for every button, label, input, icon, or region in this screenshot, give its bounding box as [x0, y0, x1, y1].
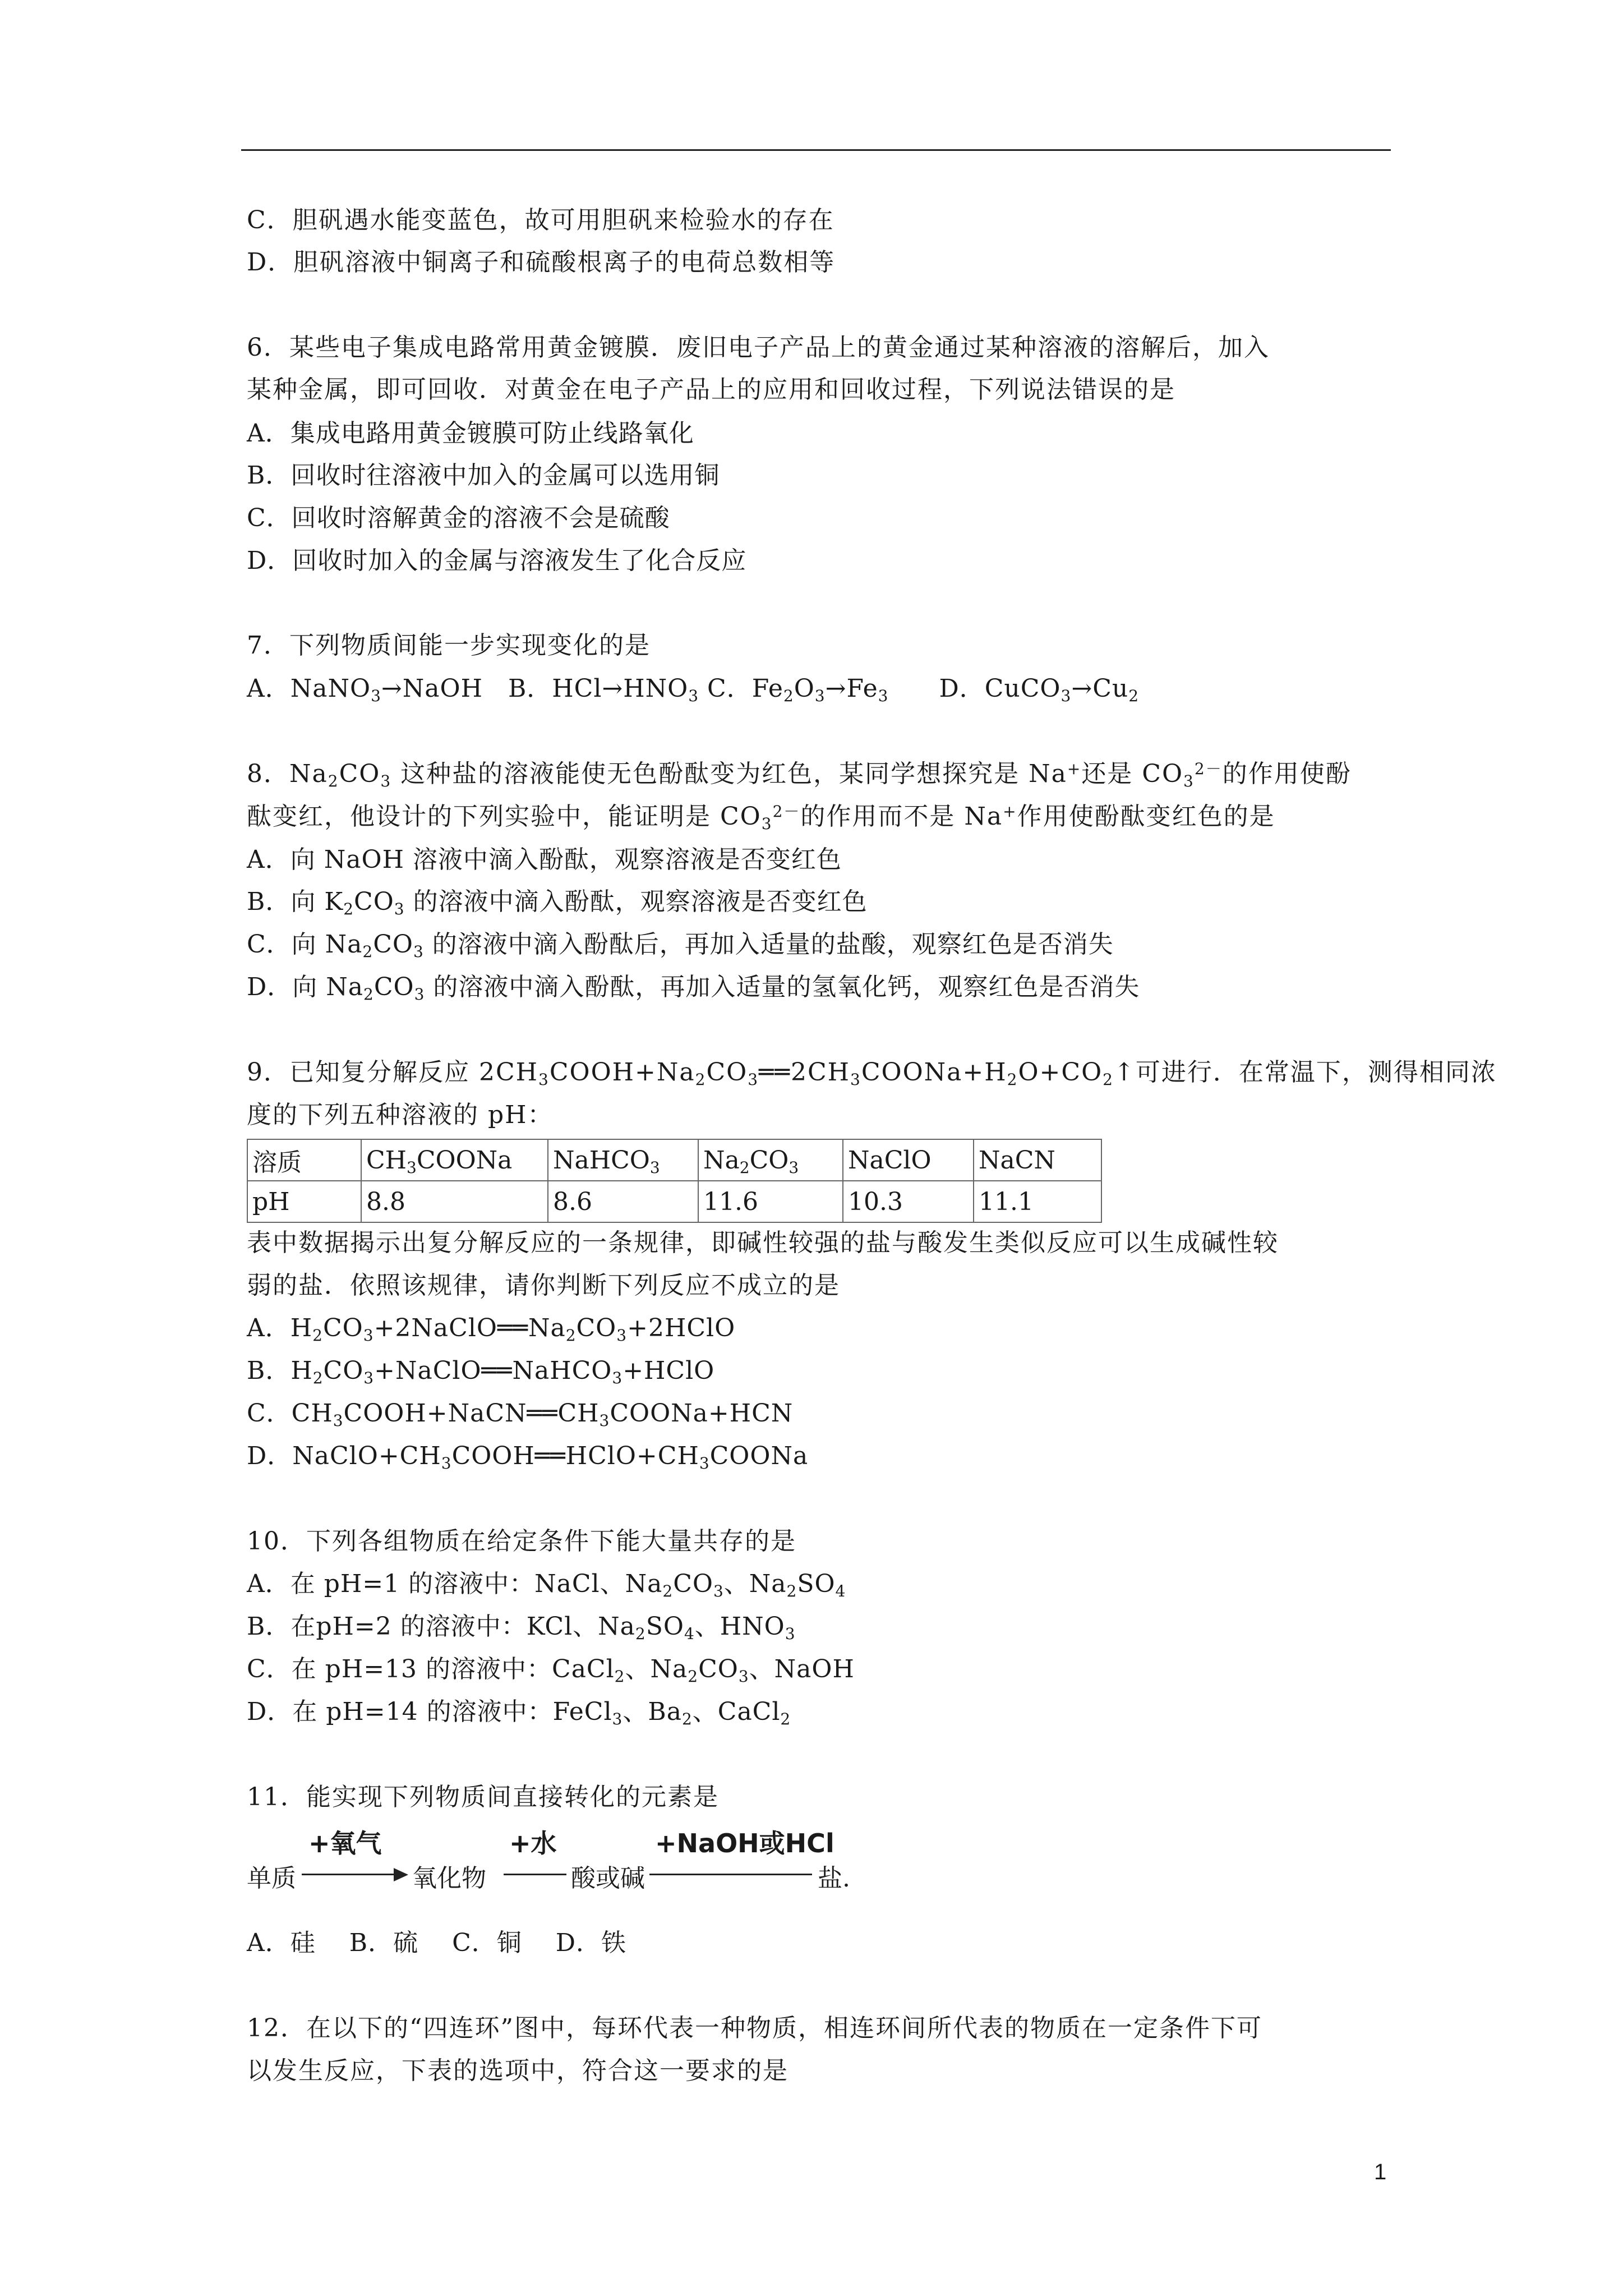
table-cell: 8.6 [548, 1181, 698, 1222]
q10-option-a: A．在 pH=1 的溶液中：NaCl、$Na_2CO_3$、$Na_2SO_4$ [247, 1570, 846, 1600]
q8-option-b: B．向 $K_2CO_3$ 的溶液中滴入酚酞，观察溶液是否变红色 [247, 887, 868, 918]
reagent-oxygen: +氧气 [308, 1828, 382, 1858]
q7-stem: 7．下列物质间能一步实现变化的是 [247, 631, 651, 660]
table-cell: $CH_3COONa$ [361, 1139, 548, 1181]
table-cell: NaClO [843, 1139, 974, 1181]
conversion-scheme [247, 1823, 976, 1896]
substance-acid-or-base: 酸或碱 [571, 1864, 645, 1893]
reagent-water: +水 [509, 1828, 557, 1858]
substance-salt: 盐. [818, 1864, 850, 1893]
q8-option-d: D．向 $Na_2CO_3$ 的溶液中滴入酚酞，再加入适量的氢氧化钙，观察红色是否消失 [247, 973, 1140, 1004]
arrow-1 [302, 1874, 398, 1875]
q8-option-c: C．向 $Na_2CO_3$ 的溶液中滴入酚酞后，再加入适量的盐酸，观察红色是否消失 [247, 930, 1114, 961]
q9-option-a: A．$H_2CO_3+2NaClO══Na_2CO_3+2HClO$ [247, 1314, 736, 1345]
table-cell: NaHCO$_3$ [548, 1139, 698, 1181]
q5-option-c: C．胆矾遇水能变蓝色，故可用胆矾来检验水的存在 [247, 206, 834, 234]
q9-option-b: B．$H_2CO_3+NaClO══NaHCO_3+HClO$ [247, 1356, 715, 1387]
page-number: 1 [1374, 2160, 1387, 2184]
table-header-cell: pH [247, 1181, 361, 1222]
q10-stem: 10．下列各组物质在给定条件下能大量共存的是 [247, 1527, 796, 1556]
arrow-3 [649, 1874, 812, 1875]
table-cell: 10.3 [843, 1181, 974, 1222]
q10-option-d: D．在 pH=14 的溶液中：FeCl$_3$、$Ba_2$、CaCl$_2$ [247, 1697, 791, 1728]
substance-elemental: 单质 [247, 1864, 296, 1893]
q11-options: A．硅 B．硫 C．铜 D．铁 [247, 1929, 627, 1957]
arrow-2 [504, 1874, 566, 1875]
reagent-naoh-or-hcl: +NaOH或HCl [655, 1828, 834, 1858]
q9-stem-line3: 表中数据揭示出复分解反应的一条规律，即碱性较强的盐与酸发生类似反应可以生成碱性较 [247, 1228, 1279, 1257]
q8-stem-line1: 8．$Na_2CO_3$ 这种盐的溶液能使无色酚酞变为红色，某同学想探究是 Na+还是 $CO_3^{2-}$的作用使酚 [247, 760, 1352, 790]
header-rule [241, 149, 1391, 151]
table-cell: 11.6 [698, 1181, 843, 1222]
q9-stem-line2: 度的下列五种溶液的 pH： [247, 1101, 554, 1129]
q11-stem: 11．能实现下列物质间直接转化的元素是 [247, 1783, 719, 1811]
q9-option-d: D．$NaClO+CH_3COOH══HClO+CH_3COONa$ [247, 1442, 809, 1473]
table-cell: $Na_2CO_3$ [698, 1139, 843, 1181]
q6-option-c: C．回收时溶解黄金的溶液不会是硫酸 [247, 504, 670, 532]
q8-stem-line2: 酞变红，他设计的下列实验中，能证明是 $CO_3^{2-}$的作用而不是 Na+作用使酚酞变红色的是 [247, 802, 1275, 833]
q5-option-d: D．胆矾溶液中铜离子和硫酸根离子的电荷总数相等 [247, 248, 836, 277]
table-cell: 11.1 [974, 1181, 1101, 1222]
q10-option-c: C．在 pH=13 的溶液中：CaCl$_2$、$Na_2CO_3$、NaOH [247, 1655, 855, 1686]
q12-stem-line1: 12．在以下的“四连环”图中，每环代表一种物质，相连环间所代表的物质在一定条件下可 [247, 2014, 1262, 2042]
q6-stem-line2: 某种金属，即可回收．对黄金在电子产品上的应用和回收过程，下列说法错误的是 [247, 375, 1175, 404]
table-row [247, 1181, 1101, 1222]
q9-stem-line4: 弱的盐．依照该规律，请你判断下列反应不成立的是 [247, 1271, 840, 1300]
table-cell: NaCN [974, 1139, 1101, 1181]
arrow-head-icon [394, 1868, 408, 1881]
substance-oxide: 氧化物 [412, 1864, 486, 1893]
table-cell: 8.8 [361, 1181, 548, 1222]
q6-option-d: D．回收时加入的金属与溶液发生了化合反应 [247, 546, 747, 575]
q12-stem-line2: 以发生反应，下表的选项中，符合这一要求的是 [247, 2056, 789, 2085]
table-header-cell: 溶质 [247, 1139, 361, 1181]
q9-option-c: C．$CH_3COOH+NaCN══CH_3COONa+HCN$ [247, 1399, 794, 1430]
q6-stem-line1: 6．某些电子集成电路常用黄金镀膜．废旧电子产品上的黄金通过某种溶液的溶解后，加入 [247, 333, 1270, 362]
ph-table [247, 1139, 1102, 1223]
q6-option-a: A．集成电路用黄金镀膜可防止线路氧化 [247, 419, 694, 448]
q10-option-b: B．在pH=2 的溶液中：KCl、$Na_2SO_4$、$HNO_3$ [247, 1612, 796, 1643]
q8-option-a: A．向 NaOH 溶液中滴入酚酞，观察溶液是否变红色 [247, 845, 842, 874]
q7-options: A．NaNO$_3$→NaOH B．$HCl\to HNO_3$ C．$Fe_2O_3\to Fe_3$ D．$CuCO_3\to Cu_2$ [247, 674, 1140, 705]
table-row [247, 1139, 1101, 1181]
q9-stem-line1: 9．已知复分解反应 $2CH_3COOH+Na_2CO_3══2CH_3COONa+H_2O+CO_2↑$可进行．在常温下，测得相同浓 [247, 1058, 1497, 1089]
q6-option-b: B．回收时往溶液中加入的金属可以选用铜 [247, 461, 720, 490]
